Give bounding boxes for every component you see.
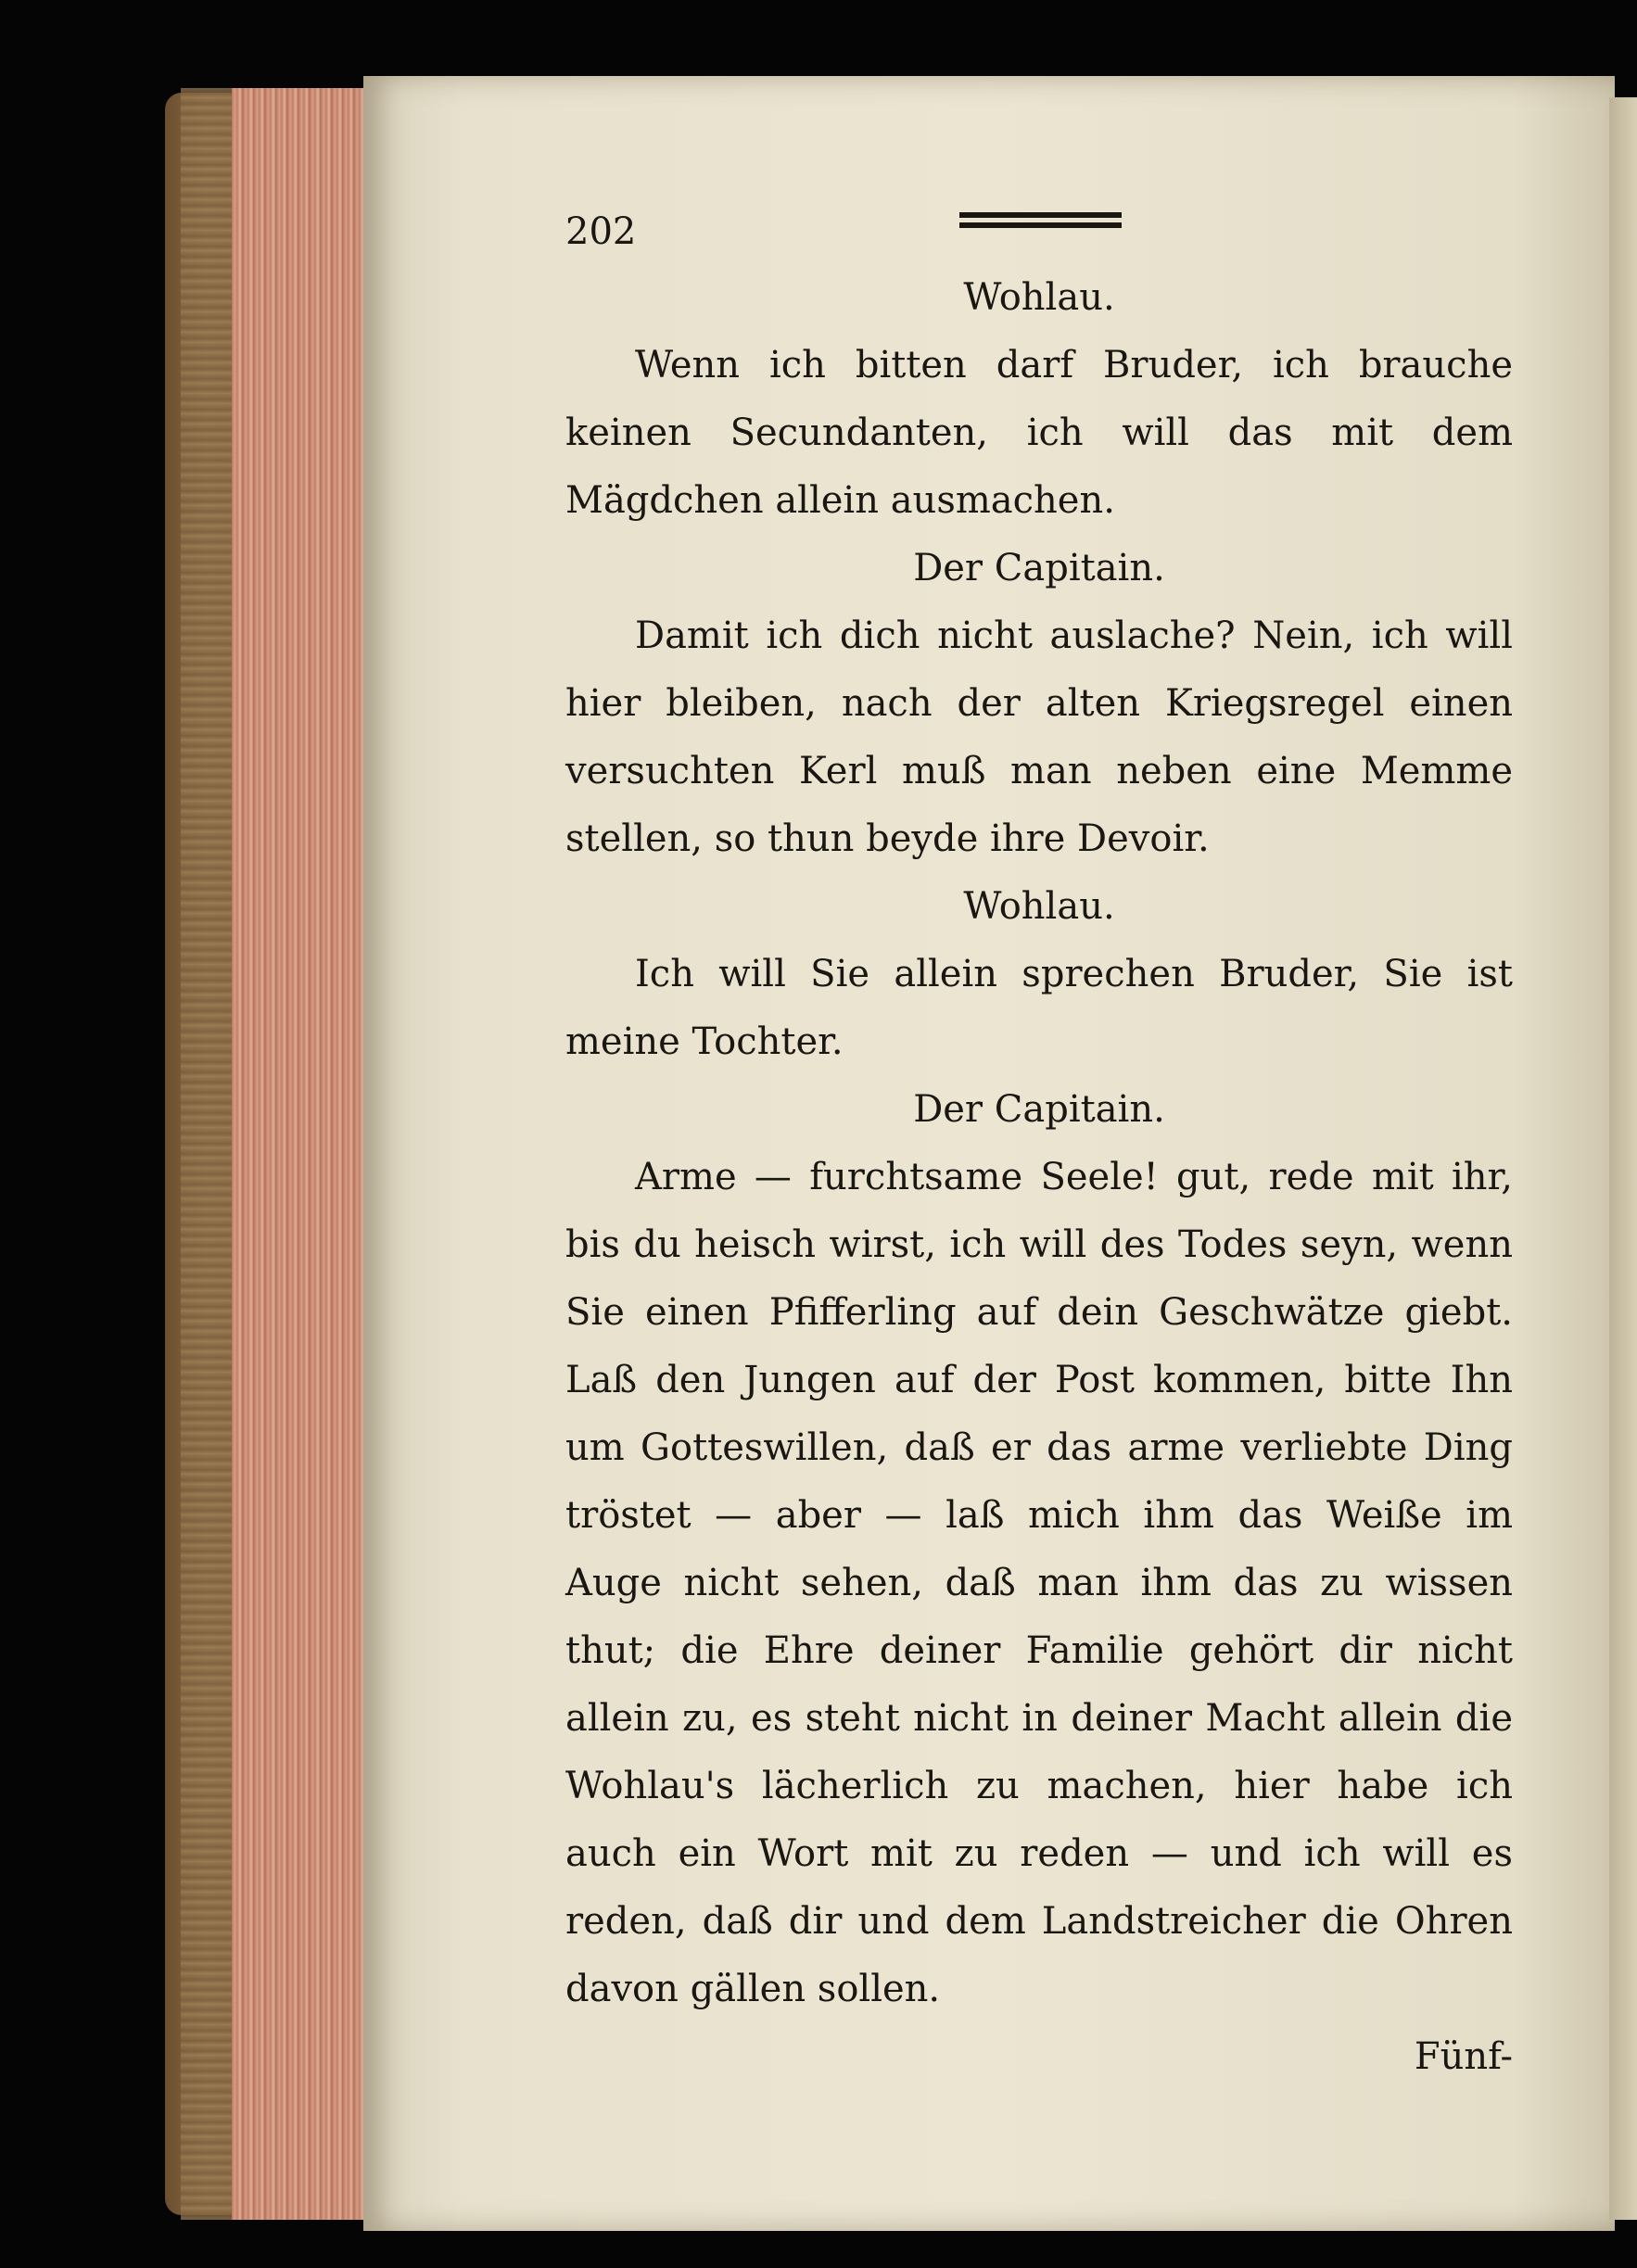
catchword: Fünf- bbox=[1414, 2035, 1513, 2078]
dialogue-paragraph: Wenn ich bitten darf Bruder, ich brauche keinen Secundanten, ich will das mit dem Mägdchen allein ausmachen. bbox=[565, 344, 1513, 522]
page-number: 202 bbox=[565, 210, 637, 253]
header-double-rule bbox=[959, 212, 1122, 231]
speaker-label: Wohlau. bbox=[963, 885, 1115, 928]
page-stack-edges bbox=[232, 88, 373, 2220]
speaker-label: Der Capitain. bbox=[913, 547, 1165, 589]
next-page-edge bbox=[1609, 97, 1637, 2220]
speaker-label: Wohlau. bbox=[963, 276, 1115, 319]
dialogue-paragraph: Damit ich dich nicht auslache? Nein, ich will hier bleiben, nach der alten Kriegsregel einen versuchten Kerl muß man neben eine Memme stellen, so thun beyde ihre Devoir. bbox=[565, 615, 1513, 860]
dialogue-paragraph: Arme — furchtsame Seele! gut, rede mit ihr, bis du heisch wirst, ich will des Todes seyn, wenn Sie einen Pfifferling auf dein Geschwätze giebt. Laß den Jungen auf der Post kommen, bitte Ihn um Gotteswillen, daß er das arme verliebte Ding tröstet — aber — laß mich ihm das Weiße im Auge nicht sehen, daß man ihm das zu wissen thut; die Ehre deiner Familie gehört dir nicht allein zu, es steht nicht in deiner Macht allein die Wohlau's lächerlich zu machen, hier habe ich auch ein Wort mit zu reden — und ich will es reden, daß dir und dem Landstreicher die Ohren davon gällen sollen. bbox=[565, 1156, 1513, 2010]
speaker-label: Der Capitain. bbox=[913, 1088, 1165, 1131]
page-text bbox=[565, 199, 1513, 2091]
dialogue-paragraph: Ich will Sie allein sprechen Bruder, Sie ist meine Tochter. bbox=[565, 953, 1513, 1063]
page-header bbox=[565, 199, 1513, 264]
